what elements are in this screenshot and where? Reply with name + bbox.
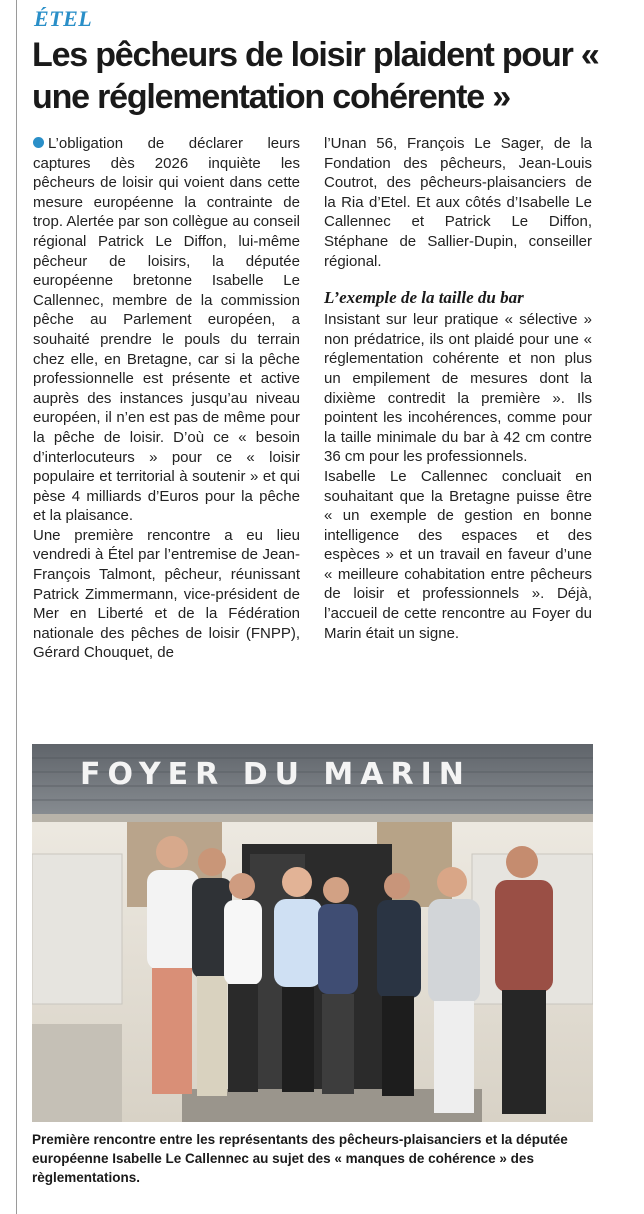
body-paragraph: Isabelle Le Callennec concluait en souhaitant que la Bretagne puisse être « un exemple de gestion en bonne intelligence des espaces et des espèces » et un travail en faveur d’une « meilleure cohabitation entre pêcheurs de loisir et professionnels ». Déjà, l’accueil de cette rencontre au Foyer du Marin était un signe. bbox=[324, 467, 592, 642]
group-photo bbox=[32, 744, 593, 1122]
section-subhead: L’exemple de la taille du bar bbox=[324, 288, 524, 308]
left-column-rule bbox=[16, 0, 17, 1214]
body-paragraph: Une première rencontre a eu lieu vendredi à Étel par l’entremise de Jean-François Talmont, pêcheur, réunissant Patrick Zimmermann, vice-président de Mer en Liberté et de la Fédération nationale des pêches de loisir (FNPP), Gérard Chouquet, de bbox=[33, 526, 300, 662]
body-paragraph bbox=[33, 134, 300, 526]
sign-lettering: FOYER DU MARIN bbox=[80, 757, 471, 792]
group-photo-illustration bbox=[32, 744, 593, 1122]
location-kicker: ÉTEL bbox=[34, 6, 93, 31]
text-column-left bbox=[33, 134, 300, 663]
bullet-icon bbox=[33, 137, 44, 148]
lead-text: L’obligation de déclarer leurs captures dès 2026 inquiète les pêcheurs de loisir qui voient dans cette mesure européenne la contrainte de trop. Alertée par son collègue au conseil régional Patrick Le Diffon, lui-même pêcheur de loisirs, la députée européenne bretonne Isabelle Le Callennec, membre de la commission pêche au Parlement européen, a souhaité prendre le pouls du terrain chez elle, en Bretagne, car si la pêche professionnelle est présente et active auprès des instances jusqu’au niveau européen, il n’en est pas de même pour la pêche de loisir. D’où ce « besoin d’interlocuteurs » pour ce « loisir populaire et territorial à soutenir » et qui pèse 4 milliards d’Euros pour la pêche et la plaisance. bbox=[33, 135, 300, 525]
text-column-right bbox=[324, 134, 592, 643]
photo-caption: Première rencontre entre les représentants des pêcheurs-plaisanciers et la députée européenne Isabelle Le Callennec au sujet des « manques de cohérence » des règlementations. bbox=[32, 1132, 568, 1185]
body-paragraph: Insistant sur leur pratique « sélective » non prédatrice, ils ont plaidé pour une « réglementation cohérente et non plus un empilement de mesures dont la dixième contredit la première ». Ils pointent les incohérences, comme pour la taille minimale du bar à 42 cm contre 36 cm pour les professionnels. bbox=[324, 311, 592, 466]
body-paragraph: l’Unan 56, François Le Sager, de la Fondation des pêcheurs, Jean-Louis Coutrot, des pêcheurs-plaisanciers de la Ria d’Etel. Et aux côtés d’Isabelle Le Callennec et Patrick Le Diffon, Stéphane de Sallier-Dupin, conseiller régional. bbox=[324, 135, 592, 270]
article-headline: Les pêcheurs de loisir plaident pour « une réglementation cohérente » bbox=[32, 36, 599, 116]
